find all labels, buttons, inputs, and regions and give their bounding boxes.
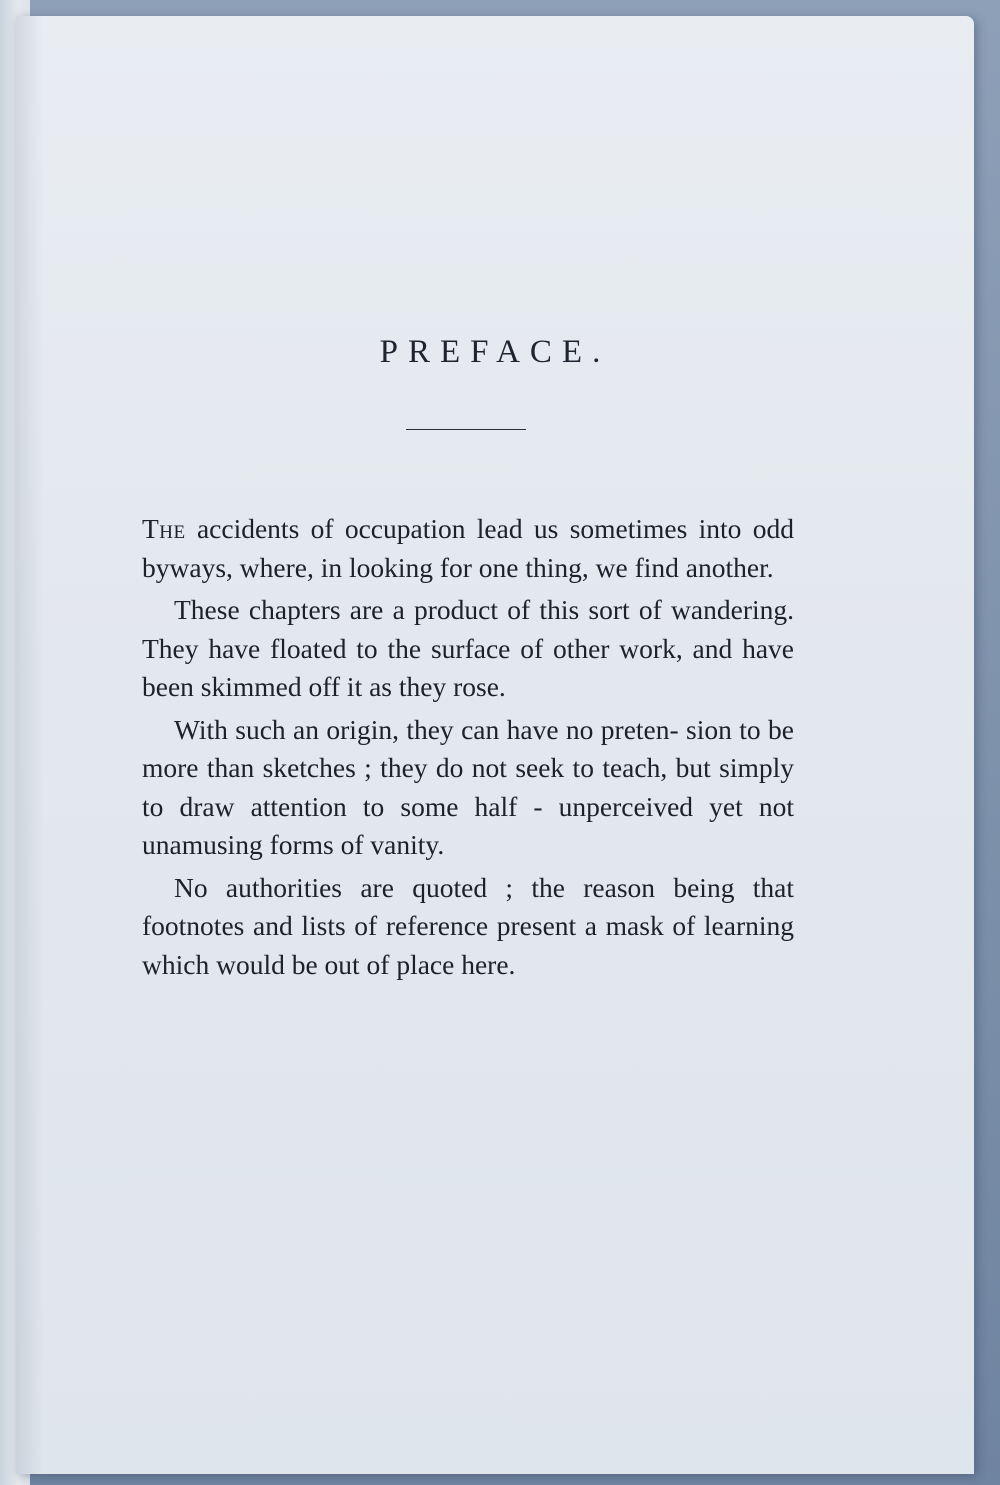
page-title: PREFACE. xyxy=(379,334,611,370)
preface-body xyxy=(142,510,794,984)
paragraph-3 xyxy=(142,711,794,865)
paragraph-2-text: These chapters are a product of this sort of wandering. They have floated to the surface of other work, and have been skimmed off it as they rose. xyxy=(142,594,794,702)
paragraph-1-lead: The xyxy=(142,513,186,544)
paragraph-3-text: With such an origin, they can have no preten- sion to be more than sketches ; they do not seek to teach, but simply to draw attention to some half - unperceived yet not unamusing forms of vanity. xyxy=(142,713,794,860)
paragraph-4 xyxy=(142,869,794,985)
paragraph-4-text: No authorities are quoted ; the reason being that footnotes and lists of reference present a mask of learning which would be out of place here. xyxy=(142,871,794,980)
paragraph-1 xyxy=(142,510,794,587)
paragraph-2 xyxy=(142,591,794,707)
paragraph-1-text: accidents of occupation lead us sometimes into odd byways, where, in looking for one thing, we find another. xyxy=(142,513,794,583)
title-rule xyxy=(406,429,526,430)
gutter-shadow xyxy=(16,16,44,1474)
book-page xyxy=(16,16,974,1474)
